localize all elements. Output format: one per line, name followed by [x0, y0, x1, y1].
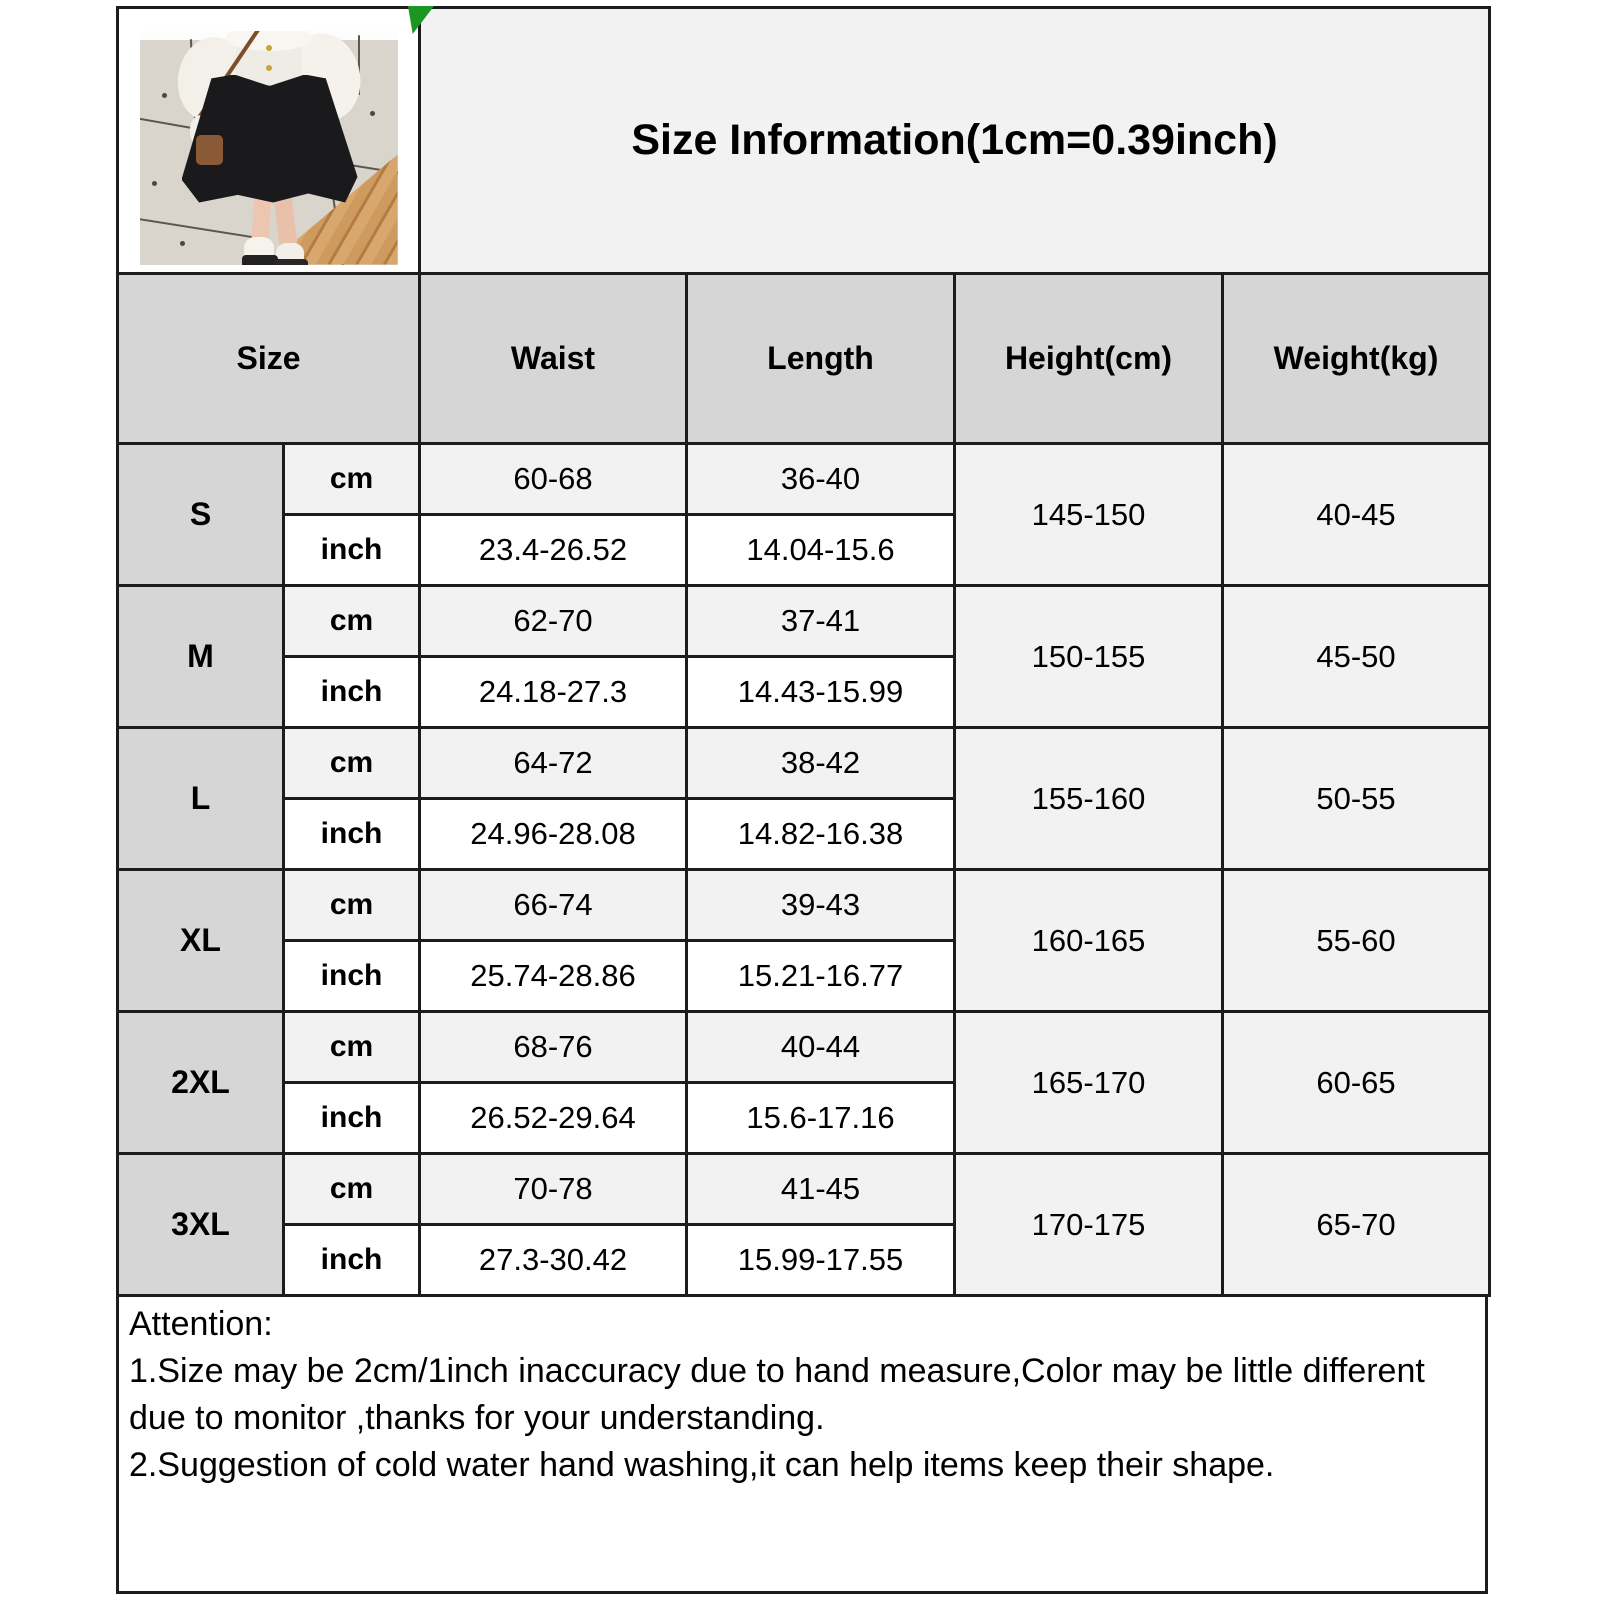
- height-value: 160-165: [955, 870, 1223, 1012]
- attention-heading: Attention:: [129, 1305, 273, 1343]
- waist-cm-value: 66-74: [420, 870, 687, 941]
- attention-box: [116, 1297, 1488, 1594]
- waist-cm-value: 62-70: [420, 586, 687, 657]
- unit-label-inch: inch: [284, 941, 420, 1012]
- table-row: [118, 1154, 1490, 1225]
- length-cm-value: 39-43: [687, 870, 955, 941]
- table-row: [118, 870, 1490, 941]
- height-value: 145-150: [955, 444, 1223, 586]
- height-value: 165-170: [955, 1012, 1223, 1154]
- size-label-l: L: [118, 728, 284, 870]
- attention-note-2: 2.Suggestion of cold water hand washing,it can help items keep their shape.: [129, 1445, 1275, 1484]
- unit-label-inch: inch: [284, 515, 420, 586]
- wall-stud: [162, 93, 167, 98]
- product-photo: [140, 31, 398, 265]
- length-inch-value: 15.6-17.16: [687, 1083, 955, 1154]
- size-label-xl: XL: [118, 870, 284, 1012]
- table-row: [118, 444, 1490, 515]
- wall-stud: [180, 241, 185, 246]
- weight-value: 65-70: [1223, 1154, 1490, 1296]
- weight-value: 40-45: [1223, 444, 1490, 586]
- attention-note-1: 1.Size may be 2cm/1inch inaccuracy due to hand measure,Color may be little different due to monitor ,thanks for your understanding.: [129, 1351, 1425, 1437]
- black-shoe: [274, 259, 308, 265]
- column-header-size: Size: [118, 274, 420, 444]
- waist-inch-value: 24.96-28.08: [420, 799, 687, 870]
- length-inch-value: 15.99-17.55: [687, 1225, 955, 1296]
- waist-cm-value: 60-68: [420, 444, 687, 515]
- unit-label-inch: inch: [284, 1083, 420, 1154]
- weight-value: 45-50: [1223, 586, 1490, 728]
- waist-inch-value: 25.74-28.86: [420, 941, 687, 1012]
- length-inch-value: 14.43-15.99: [687, 657, 955, 728]
- unit-label-cm: cm: [284, 1154, 420, 1225]
- length-inch-value: 15.21-16.77: [687, 941, 955, 1012]
- page-title: Size Information(1cm=0.39inch): [420, 8, 1490, 274]
- wall-stud: [370, 111, 375, 116]
- height-value: 170-175: [955, 1154, 1223, 1296]
- unit-label-inch: inch: [284, 1225, 420, 1296]
- column-header-waist: Waist: [420, 274, 687, 444]
- size-chart-sheet: [116, 6, 1488, 1594]
- unit-label-cm: cm: [284, 870, 420, 941]
- table-row: [118, 586, 1490, 657]
- column-header-height: Height(cm): [955, 274, 1223, 444]
- waist-cm-value: 64-72: [420, 728, 687, 799]
- table-row: [118, 1012, 1490, 1083]
- wall-seam: [140, 216, 259, 238]
- blouse-button: [266, 45, 272, 51]
- product-photo-cell: [118, 8, 420, 274]
- unit-label-cm: cm: [284, 728, 420, 799]
- size-label-2xl: 2XL: [118, 1012, 284, 1154]
- length-cm-value: 36-40: [687, 444, 955, 515]
- size-label-3xl: 3XL: [118, 1154, 284, 1296]
- size-label-s: S: [118, 444, 284, 586]
- waist-cm-value: 68-76: [420, 1012, 687, 1083]
- unit-label-cm: cm: [284, 586, 420, 657]
- length-inch-value: 14.82-16.38: [687, 799, 955, 870]
- black-shoe: [242, 255, 278, 265]
- waist-inch-value: 24.18-27.3: [420, 657, 687, 728]
- length-inch-value: 14.04-15.6: [687, 515, 955, 586]
- unit-label-inch: inch: [284, 799, 420, 870]
- length-cm-value: 38-42: [687, 728, 955, 799]
- height-value: 155-160: [955, 728, 1223, 870]
- length-cm-value: 37-41: [687, 586, 955, 657]
- weight-value: 60-65: [1223, 1012, 1490, 1154]
- size-table: [116, 6, 1491, 1297]
- length-cm-value: 40-44: [687, 1012, 955, 1083]
- waist-cm-value: 70-78: [420, 1154, 687, 1225]
- column-header-length: Length: [687, 274, 955, 444]
- size-label-m: M: [118, 586, 284, 728]
- column-header-weight: Weight(kg): [1223, 274, 1490, 444]
- waist-inch-value: 23.4-26.52: [420, 515, 687, 586]
- weight-value: 50-55: [1223, 728, 1490, 870]
- weight-value: 55-60: [1223, 870, 1490, 1012]
- table-row: [118, 728, 1490, 799]
- unit-label-cm: cm: [284, 1012, 420, 1083]
- height-value: 150-155: [955, 586, 1223, 728]
- waist-inch-value: 26.52-29.64: [420, 1083, 687, 1154]
- unit-label-inch: inch: [284, 657, 420, 728]
- blouse-button: [266, 65, 272, 71]
- length-cm-value: 41-45: [687, 1154, 955, 1225]
- wall-stud: [152, 181, 157, 186]
- brown-bag: [196, 135, 223, 165]
- waist-inch-value: 27.3-30.42: [420, 1225, 687, 1296]
- unit-label-cm: cm: [284, 444, 420, 515]
